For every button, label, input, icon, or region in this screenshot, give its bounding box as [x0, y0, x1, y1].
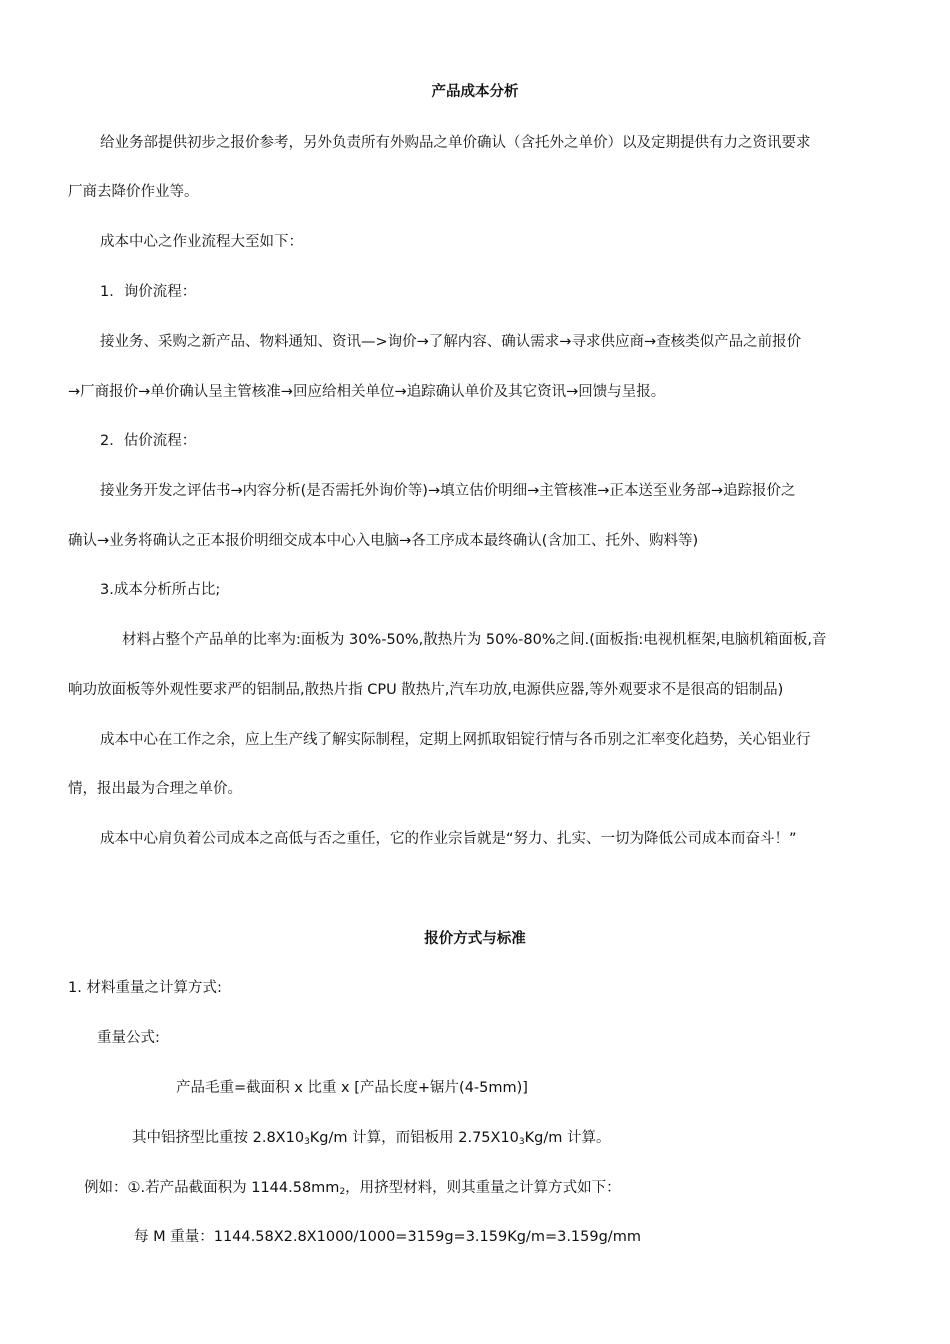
intro-line-2: 厂商去降价作业等。: [68, 184, 199, 200]
ratio-heading: 3.成本分析所占比;: [100, 582, 221, 598]
density-text-a: 其中铝挤型比重按 2.8X10: [132, 1130, 305, 1146]
estimate-flow-line-1: 接业务开发之评估书→内容分析(是否需托外询价等)→填立估价明细→主管核准→正本送至业务部→追踪报价之: [100, 483, 796, 499]
flow-intro: 成本中心之作业流程大至如下：: [100, 234, 303, 250]
estimate-heading: 2．估价流程：: [100, 433, 197, 449]
weight-calc-heading: 1. 材料重量之计算方式:: [68, 980, 222, 996]
ratio-line-2: 响功放面板等外观性要求严的铝制品,散热片指 CPU 散热片,汽车功放,电源供应器,等外观要求不是很高的铝制品): [68, 682, 784, 698]
motto-line: 成本中心肩负着公司成本之高低与否之重任，它的作业宗旨就是“努力、扎实、一切为降低公司成本而奋斗！”: [100, 831, 797, 847]
estimate-flow-line-2: 确认→业务将确认之正本报价明细交成本中心入电脑→各工序成本最终确认(含加工、托外、购料等): [68, 533, 699, 549]
density-line: [132, 1128, 611, 1152]
example-line: [84, 1178, 621, 1202]
work-para-line-1: 成本中心在工作之余，应上生产线了解实际制程，定期上网抓取铝锭行情与各币别之汇率变化趋势，关心铝业行: [100, 732, 811, 748]
formula-label: 重量公式:: [97, 1030, 160, 1046]
weight-formula: 产品毛重=截面积 x 比重 x [产品长度+锯片(4-5mm)]: [176, 1080, 528, 1096]
density-text-c: Kg/m 计算。: [524, 1130, 611, 1146]
intro-line-1: 给业务部提供初步之报价参考，另外负责所有外购品之单价确认（含托外之单价）以及定期提供有力之资讯要求: [100, 135, 811, 151]
inquiry-heading: 1．询价流程：: [100, 284, 197, 300]
density-exponent-2: 3: [518, 1137, 525, 1147]
ratio-line-1: 材料占整个产品单的比率为:面板为 30%-50%,散热片为 50%-80%之间.(面板指:电视机框架,电脑机箱面板,音: [122, 632, 827, 648]
weight-per-meter-calc: 每 M 重量：1144.58X2.8X1000/1000=3159g=3.159Kg/m=3.159g/mm: [134, 1229, 641, 1245]
inquiry-flow-line-2: →厂商报价→单价确认呈主管核准→回应给相关单位→追踪确认单价及其它资讯→回馈与呈报。: [68, 384, 666, 400]
example-text-b: ，用挤型材料，则其重量之计算方式如下：: [345, 1180, 621, 1196]
example-unit-exponent: 2: [339, 1187, 346, 1197]
example-text-a: 例如：①.若产品截面积为 1144.58mm: [84, 1180, 340, 1196]
density-text-b: Kg/m 计算，而铝板用 2.75X10: [309, 1130, 519, 1146]
work-para-line-2: 情，报出最为合理之单价。: [68, 781, 242, 797]
section-title-cost-analysis: 产品成本分析: [431, 84, 519, 100]
section-title-quotation: 报价方式与标准: [424, 931, 526, 947]
inquiry-flow-line-1: 接业务、采购之新产品、物料通知、资讯—>询价→了解内容、确认需求→寻求供应商→查核类似产品之前报价: [100, 334, 802, 350]
density-exponent-1: 3: [304, 1137, 310, 1147]
